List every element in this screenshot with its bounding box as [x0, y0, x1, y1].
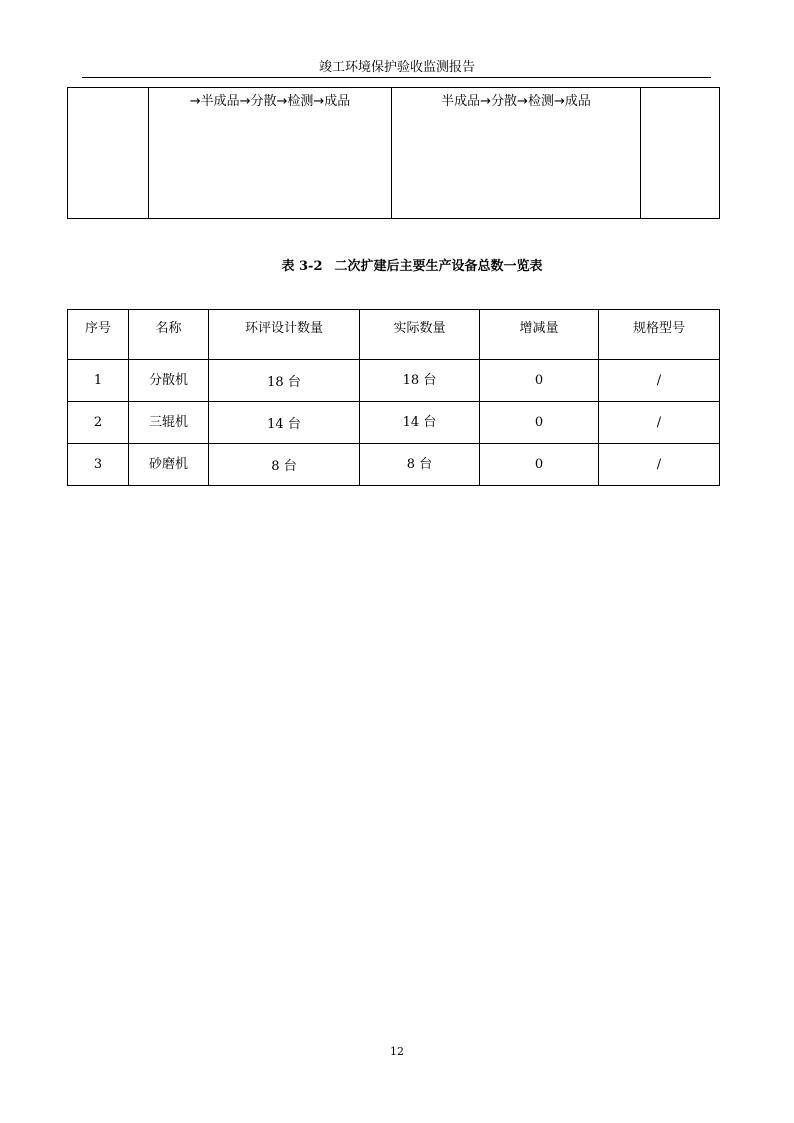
process-flow-text: 半成品→分散→检测→成品	[441, 94, 591, 109]
header-cell: 增减量	[480, 310, 599, 360]
spec-cell: /	[599, 360, 720, 402]
table-row	[68, 444, 720, 486]
header-title: 竣工环境保护验收监测报告	[318, 60, 475, 75]
serial-cell: 2	[68, 402, 129, 444]
design-quantity-cell: 14 台	[209, 402, 360, 444]
table-row	[68, 360, 720, 402]
actual-quantity-cell: 18 台	[360, 360, 480, 402]
equipment-name-cell: 分散机	[129, 360, 209, 402]
table-caption	[0, 255, 794, 274]
header-cell: 实际数量	[360, 310, 480, 360]
equipment-name-cell: 砂磨机	[129, 444, 209, 486]
serial-cell: 3	[68, 444, 129, 486]
spec-cell: /	[599, 402, 720, 444]
process-cell-flow-before	[149, 88, 392, 219]
change-cell: 0	[480, 402, 599, 444]
equipment-name-cell: 三辊机	[129, 402, 209, 444]
design-quantity-cell: 18 台	[209, 360, 360, 402]
equipment-table	[67, 309, 720, 486]
process-cell-blank-left	[68, 88, 149, 219]
change-cell: 0	[480, 444, 599, 486]
change-cell: 0	[480, 360, 599, 402]
table-row	[68, 88, 720, 219]
table-row	[68, 402, 720, 444]
header-cell: 规格型号	[599, 310, 720, 360]
process-cell-blank-right	[641, 88, 720, 219]
process-flow-table	[67, 87, 720, 219]
caption-number: 表 3-2	[281, 259, 323, 274]
spec-cell: /	[599, 444, 720, 486]
header-cell: 序号	[68, 310, 129, 360]
page-number: 12	[390, 1045, 404, 1058]
table-header-row	[68, 310, 720, 360]
header-rule	[82, 77, 711, 78]
page-header	[0, 56, 794, 75]
header-cell: 环评设计数量	[209, 310, 360, 360]
header-cell: 名称	[129, 310, 209, 360]
actual-quantity-cell: 8 台	[360, 444, 480, 486]
actual-quantity-cell: 14 台	[360, 402, 480, 444]
process-cell-flow-after	[392, 88, 641, 219]
process-flow-text: →半成品→分散→检测→成品	[189, 94, 351, 109]
caption-title: 二次扩建后主要生产设备总数一览表	[334, 259, 543, 274]
serial-cell: 1	[68, 360, 129, 402]
design-quantity-cell: 8 台	[209, 444, 360, 486]
